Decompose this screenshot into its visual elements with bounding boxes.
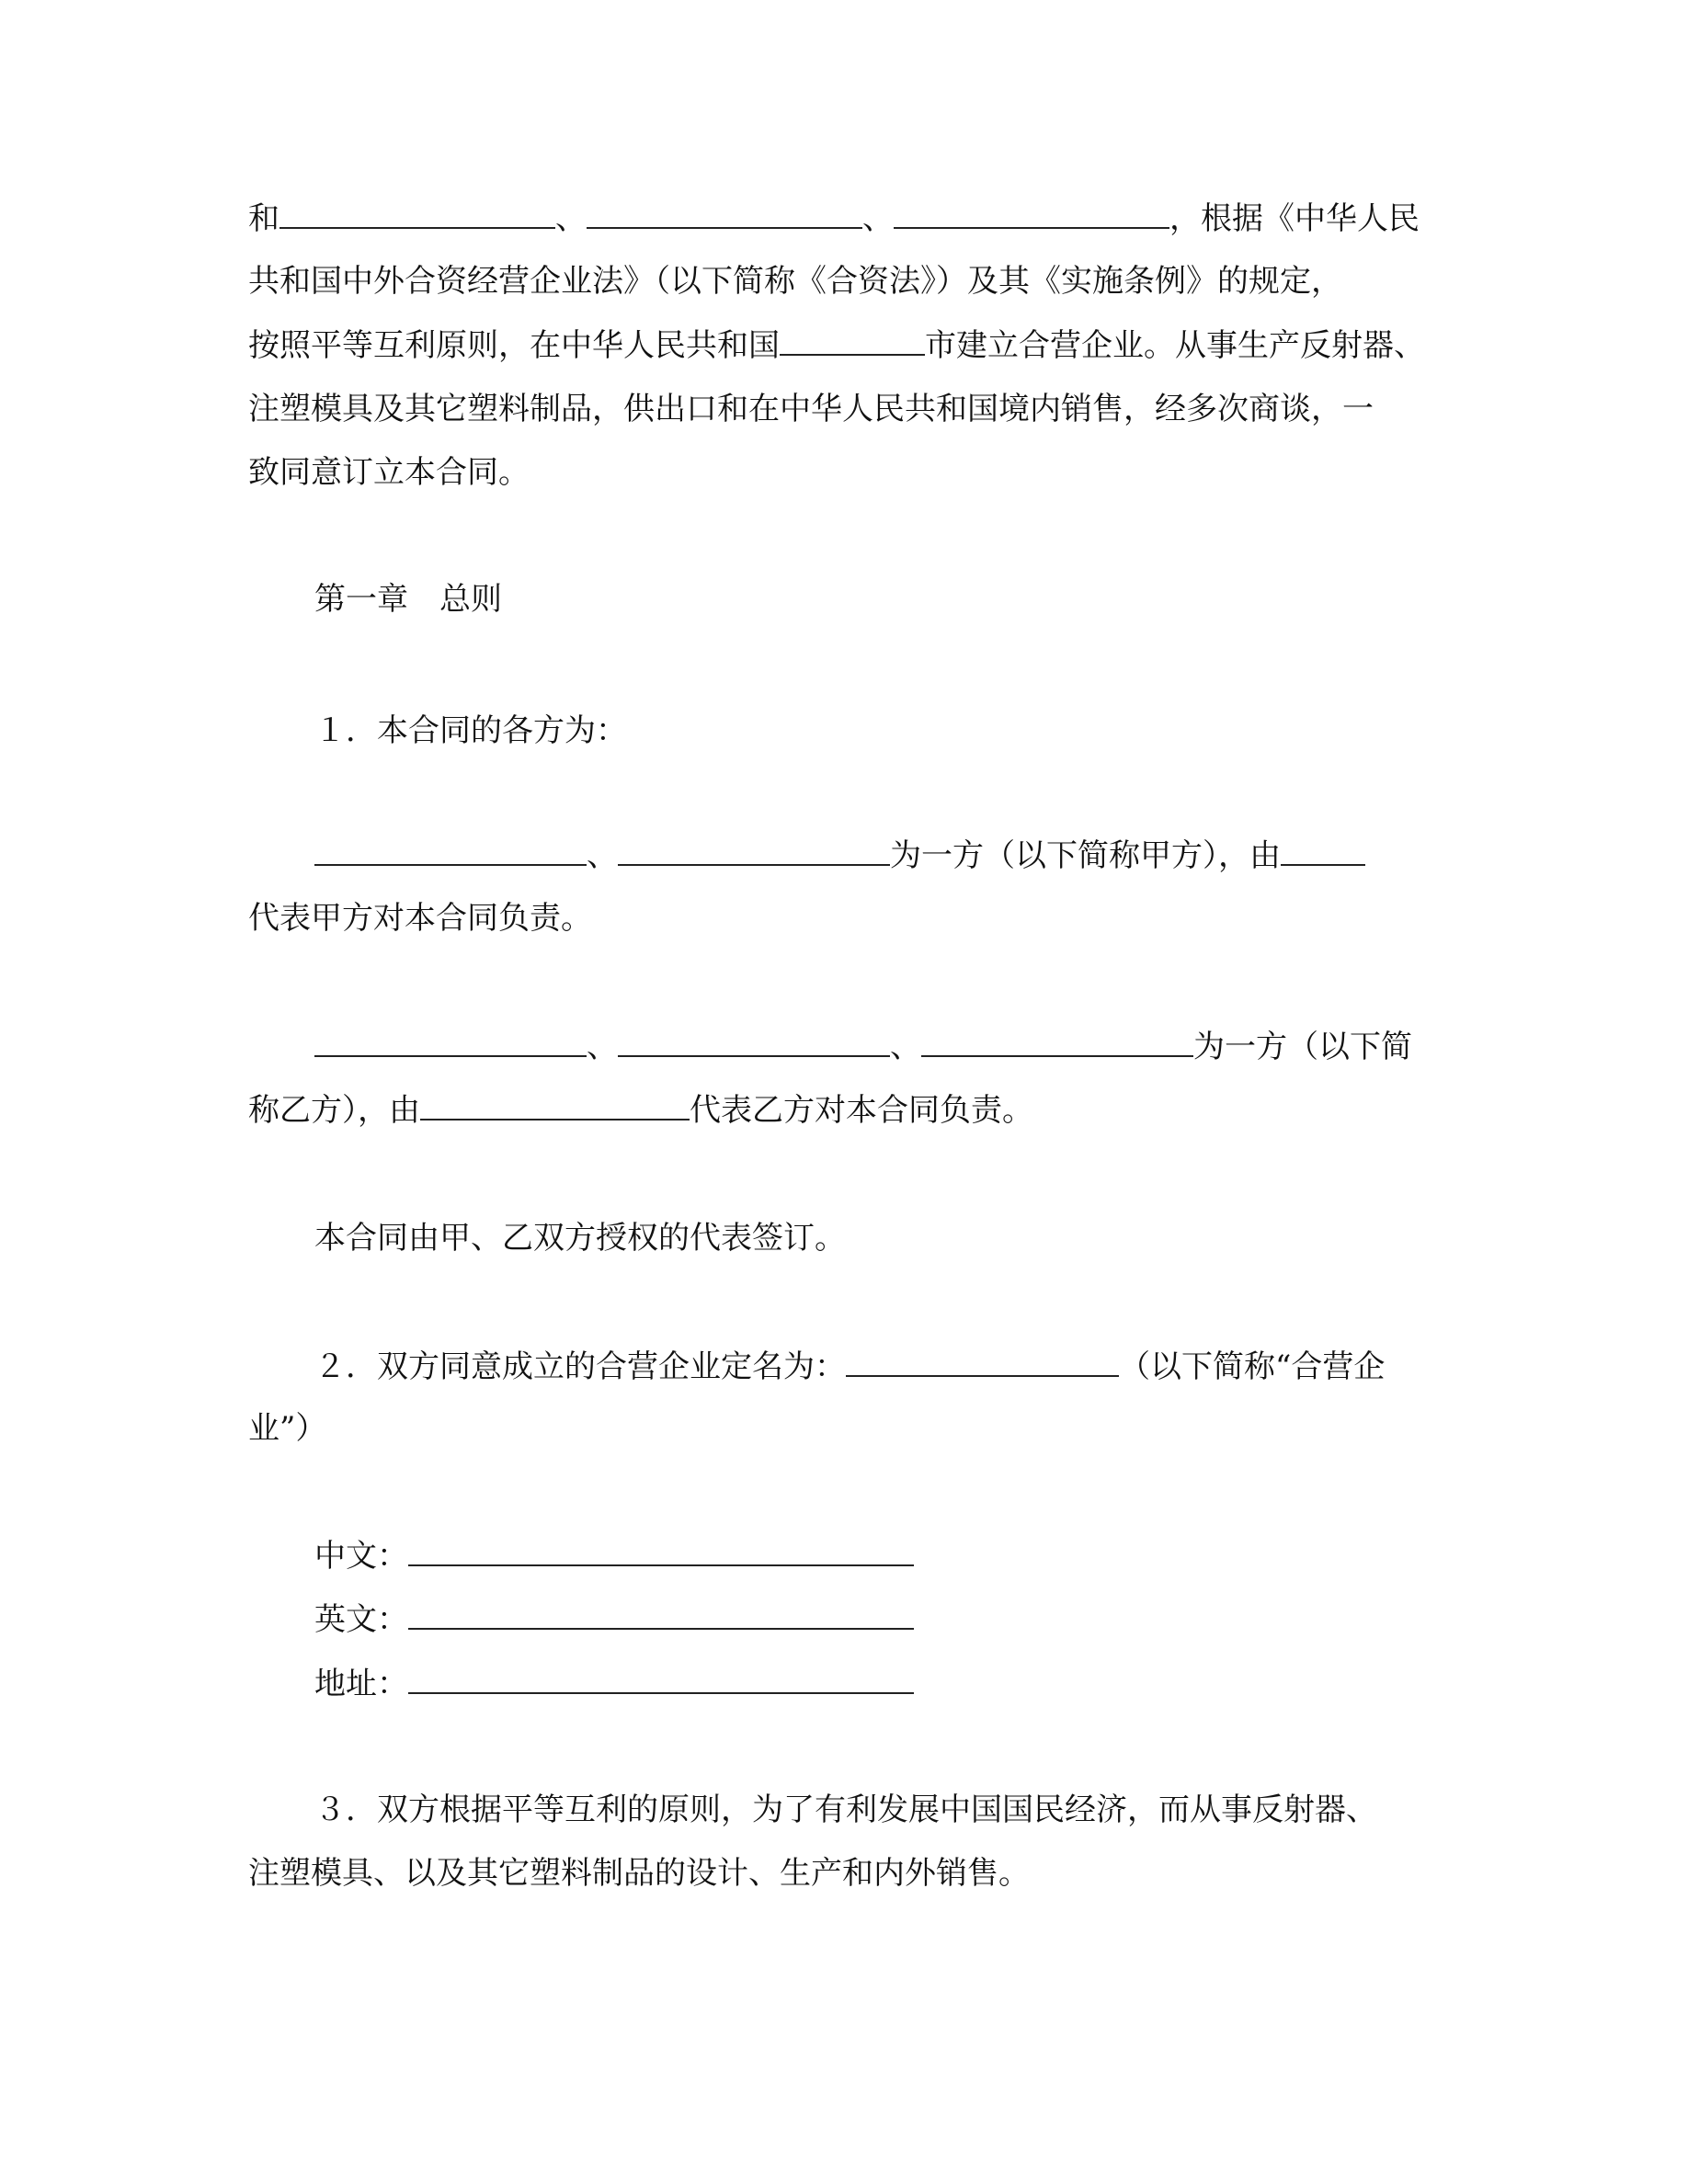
section-3-line-1: ３．双方根据平等互利的原则，为了有利发展中国国民经济，而从事反射器、 [314, 1792, 1377, 1828]
section-2-line-2: 业”） [248, 1410, 327, 1447]
label: 英文： [314, 1601, 408, 1638]
intro-line-2: 共和国中外合资经营企业法》（以下简称《合资法》）及其《实施条例》的规定， [248, 263, 1342, 300]
chinese-name-field[interactable] [408, 1535, 914, 1566]
blank-field[interactable] [279, 198, 555, 229]
text: 、 [587, 837, 618, 874]
intro-line-1 [248, 198, 1420, 239]
blank-field[interactable] [618, 835, 890, 866]
label: 地址： [314, 1666, 408, 1702]
address-field[interactable] [408, 1663, 914, 1694]
blank-field[interactable] [1281, 835, 1365, 866]
text: 和 [248, 200, 279, 237]
intro-line-4: 注塑模具及其它塑料制品，供出口和在中华人民共和国境内销售，经多次商谈，一 [248, 391, 1374, 427]
blank-field[interactable] [921, 1026, 1193, 1057]
text: 市建立合营企业。从事生产反射器、 [925, 327, 1425, 364]
text: 、 [862, 200, 894, 237]
text: 称乙方），由 [248, 1092, 420, 1129]
text: 为一方（以下简 [1193, 1029, 1412, 1065]
english-name-field[interactable] [408, 1598, 914, 1630]
section-3-line-2: 注塑模具、以及其它塑料制品的设计、生产和内外销售。 [248, 1855, 1030, 1892]
signing-line: 本合同由甲、乙双方授权的代表签订。 [314, 1220, 846, 1257]
party-b-line-2 [248, 1089, 1033, 1131]
english-name-row [314, 1598, 914, 1640]
chinese-name-row [314, 1535, 914, 1576]
text: （以下简称“合营企 [1119, 1348, 1386, 1385]
text: 代表乙方对本合同负责。 [690, 1092, 1033, 1129]
jv-name-blank[interactable] [846, 1346, 1119, 1377]
text: 、 [555, 200, 587, 237]
blank-field[interactable] [587, 198, 862, 229]
intro-line-5: 致同意订立本合同。 [248, 454, 530, 491]
text: ２．双方同意成立的合营企业定名为： [314, 1348, 846, 1385]
label: 中文： [314, 1538, 408, 1575]
blank-field[interactable] [314, 835, 587, 866]
city-blank[interactable] [780, 324, 925, 356]
text: ，根据《中华人民 [1169, 200, 1420, 237]
section-2-line [314, 1346, 1385, 1387]
blank-field[interactable] [894, 198, 1169, 229]
blank-field[interactable] [420, 1089, 690, 1120]
address-row [314, 1663, 914, 1704]
text: 按照平等互利原则，在中华人民共和国 [248, 327, 780, 364]
chapter-heading: 第一章 总则 [314, 581, 502, 618]
blank-field[interactable] [618, 1026, 890, 1057]
text: 、 [587, 1029, 618, 1065]
intro-line-3 [248, 324, 1425, 366]
party-a-line-2: 代表甲方对本合同负责。 [248, 900, 592, 937]
party-a-line [314, 835, 1365, 876]
party-b-line [314, 1026, 1412, 1067]
text: 、 [890, 1029, 921, 1065]
text: 为一方（以下简称甲方），由 [890, 837, 1281, 874]
section-1-title: １．本合同的各方为： [314, 712, 627, 749]
blank-field[interactable] [314, 1026, 587, 1057]
